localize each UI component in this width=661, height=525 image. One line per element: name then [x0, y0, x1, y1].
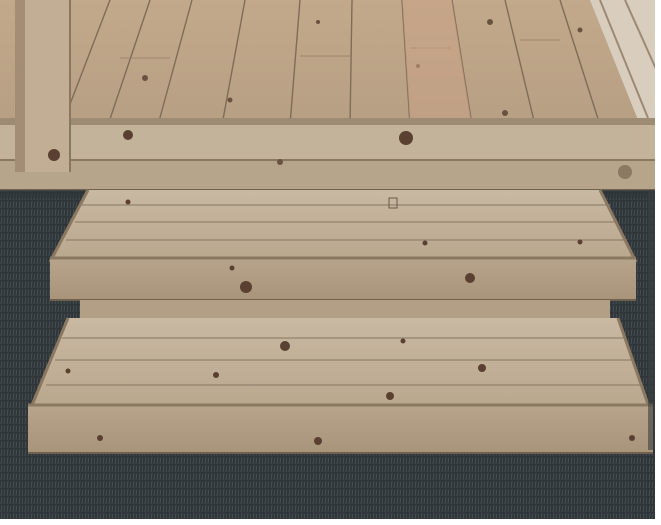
lower-riser-back [80, 300, 610, 320]
deck-rim-beam [0, 118, 655, 190]
grass-bottom [0, 445, 661, 520]
upper-step [50, 190, 636, 300]
lower-step [28, 318, 653, 453]
bottom-frame [0, 519, 661, 525]
right-frame [655, 0, 661, 525]
deck-surface [0, 0, 661, 125]
